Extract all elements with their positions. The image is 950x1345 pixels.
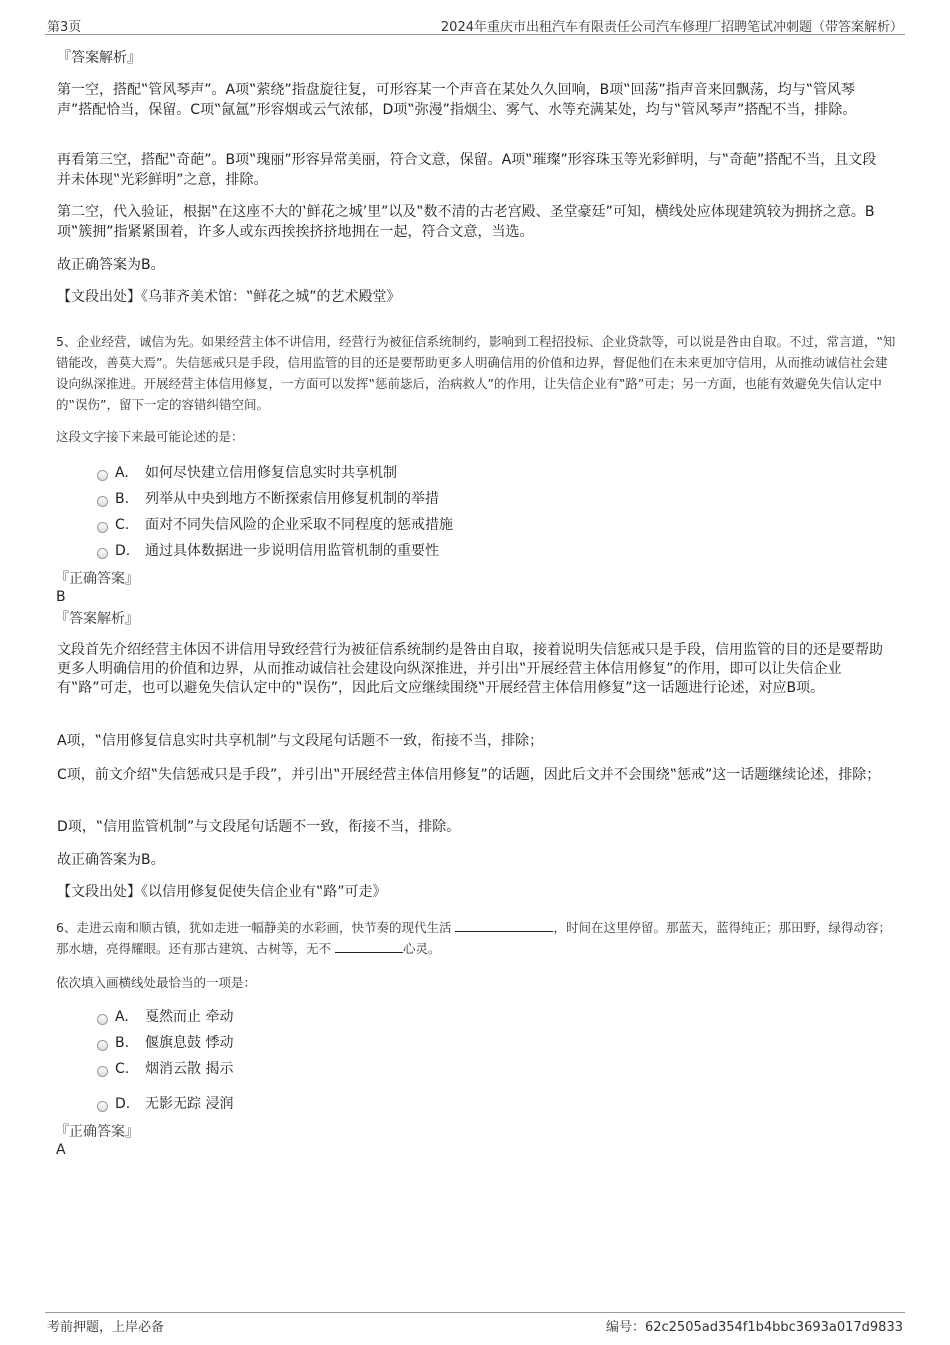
option-b[interactable]: B. 列举从中央到地方不断探索信用修复机制的举措 bbox=[97, 489, 439, 509]
radio-icon[interactable] bbox=[97, 1101, 108, 1112]
page-header bbox=[45, 14, 905, 35]
analysis-paragraph: 第一空，搭配‟管风琴声”。A项‟萦绕”指盘旋往复，可形容某一个声音在某处久久回响，B项‟回荡”指声音来回飘荡，均与‟管风琴声”搭配恰当，保留。C项‟氤氲”形容烟或云气浓郁，D项‟弥漫”指烟尘、雾气、水等充满某处，均与‟管风琴声”搭配不当，排除。 bbox=[57, 82, 857, 118]
option-b[interactable]: B. 偃旗息鼓 悸动 bbox=[97, 1033, 233, 1053]
option-c[interactable]: C. 面对不同失信风险的企业采取不同程度的惩戒措施 bbox=[97, 515, 453, 535]
document-title: 2024年重庆市出租汽车有限责任公司汽车修理厂招聘笔试冲刺题（带答案解析） bbox=[440, 20, 903, 35]
option-a[interactable]: A. 如何尽快建立信用修复信息实时共享机制 bbox=[97, 463, 397, 483]
correct-answer-label: 『正确答案』 bbox=[55, 1124, 139, 1140]
question-stem: 6、走进云南和顺古镇，犹如走进一幅静美的水彩画，快节奏的现代生活 ，时间在这里停留。那蓝天，蓝得纯正；那田野，绿得动容；那水塘，亮得耀眼。还有那古建筑、古树等，无不 心灵。 bbox=[56, 917, 896, 959]
blank-2 bbox=[335, 938, 403, 953]
analysis-paragraph: 第二空，代入验证，根据‟在这座不大的‛鲜花之城’里”以及‟数不清的古老宫殿、圣堂豪廷”可知，横线处应体现建筑较为拥挤之意。B项‟簇拥”指紧紧围着，许多人或东西挨挨挤挤地拥在一起，符合文意，当选。 bbox=[57, 204, 875, 240]
analysis-paragraph: 再看第三空，搭配‟奇葩”。B项‟瑰丽”形容异常美丽，符合文意，保留。A项‟璀璨”形容珠玉等光彩鲜明，与‟奇葩”搭配不当，且文段并未体现‟光彩鲜明”之意，排除。 bbox=[57, 152, 877, 188]
analysis-label: 『答案解析』 bbox=[55, 611, 139, 627]
correct-answer: B bbox=[56, 589, 66, 605]
correct-answer: A bbox=[56, 1142, 66, 1158]
radio-icon[interactable] bbox=[97, 522, 108, 533]
question-stem: 5、企业经营，诚信为先。如果经营主体不讲信用，经营行为被征信系统制约，影响到工程招投标、企业贷款等，可以说是咎由自取。不过，常言道，‟知错能改，善莫大焉”。失信惩戒只是手段，信用监管的目的还是要帮助更多人明确信用的价值和边界，督促他们在未来更加守信用，从而推动诚信社会建设向纵深推进。开展经营主体信用修复，一方面可以发挥‟惩前毖后，治病救人”的作用，让失信企业有‟路”可走；另一方面，也能有效避免失信认定中的‟误伤”，留下一定的容错纠错空间。 bbox=[56, 334, 896, 412]
option-c[interactable]: C. 烟消云散 揭示 bbox=[97, 1059, 233, 1079]
analysis-label: 『答案解析』 bbox=[57, 50, 141, 66]
radio-icon[interactable] bbox=[97, 496, 108, 507]
question-prompt: 这段文字接下来最可能论述的是： bbox=[56, 429, 244, 444]
serial-number: 编号：62c2505ad354f1b4bbc3693a017d9833 bbox=[605, 1320, 903, 1335]
radio-icon[interactable] bbox=[97, 1040, 108, 1051]
footer-slogan: 考前押题，上岸必备 bbox=[47, 1320, 165, 1335]
analysis-conclusion: 故正确答案为B。 bbox=[57, 852, 165, 868]
analysis-option-d: D项，‟信用监管机制”与文段尾句话题不一致，衔接不当，排除。 bbox=[57, 819, 461, 835]
question-prompt: 依次填入画横线处最恰当的一项是： bbox=[56, 975, 257, 990]
option-d[interactable]: D. 无影无踪 浸润 bbox=[97, 1094, 233, 1114]
radio-icon[interactable] bbox=[97, 1014, 108, 1025]
passage-source: 【文段出处】《乌菲齐美术馆：‟鲜花之城”的艺术殿堂》 bbox=[57, 289, 401, 305]
analysis-option-c: C项，前文介绍‟失信惩戒只是手段”，并引出‟开展经营主体信用修复”的话题，因此后文并不会围绕‟惩戒”这一话题继续论述，排除； bbox=[57, 767, 881, 783]
analysis-paragraph: 文段首先介绍经营主体因不讲信用导致经营行为被征信系统制约是咎由自取，接着说明失信惩戒只是手段，信用监管的目的还是要帮助更多人明确信用的价值和边界，从而推动诚信社会建设向纵深推进，并引出‟开展经营主体信用修复”的作用，即可以让失信企业有‟路”可走，也可以避免失信认定中的‟误伤”，因此后文应继续围绕‟开展经营主体信用修复”这一话题进行论述，对应B项。 bbox=[57, 642, 883, 696]
radio-icon[interactable] bbox=[97, 1066, 108, 1077]
radio-icon[interactable] bbox=[97, 548, 108, 559]
page-number: 第3页 bbox=[47, 20, 82, 35]
analysis-option-a: A项，‟信用修复信息实时共享机制”与文段尾句话题不一致，衔接不当，排除； bbox=[57, 733, 544, 749]
page-footer bbox=[45, 1312, 905, 1333]
passage-source: 【文段出处】《以信用修复促使失信企业有‟路”可走》 bbox=[57, 884, 387, 900]
blank-1 bbox=[455, 917, 553, 932]
radio-icon[interactable] bbox=[97, 470, 108, 481]
option-a[interactable]: A. 戛然而止 牵动 bbox=[97, 1007, 233, 1027]
option-d[interactable]: D. 通过具体数据进一步说明信用监管机制的重要性 bbox=[97, 541, 439, 561]
analysis-conclusion: 故正确答案为B。 bbox=[57, 257, 165, 273]
correct-answer-label: 『正确答案』 bbox=[55, 571, 139, 587]
